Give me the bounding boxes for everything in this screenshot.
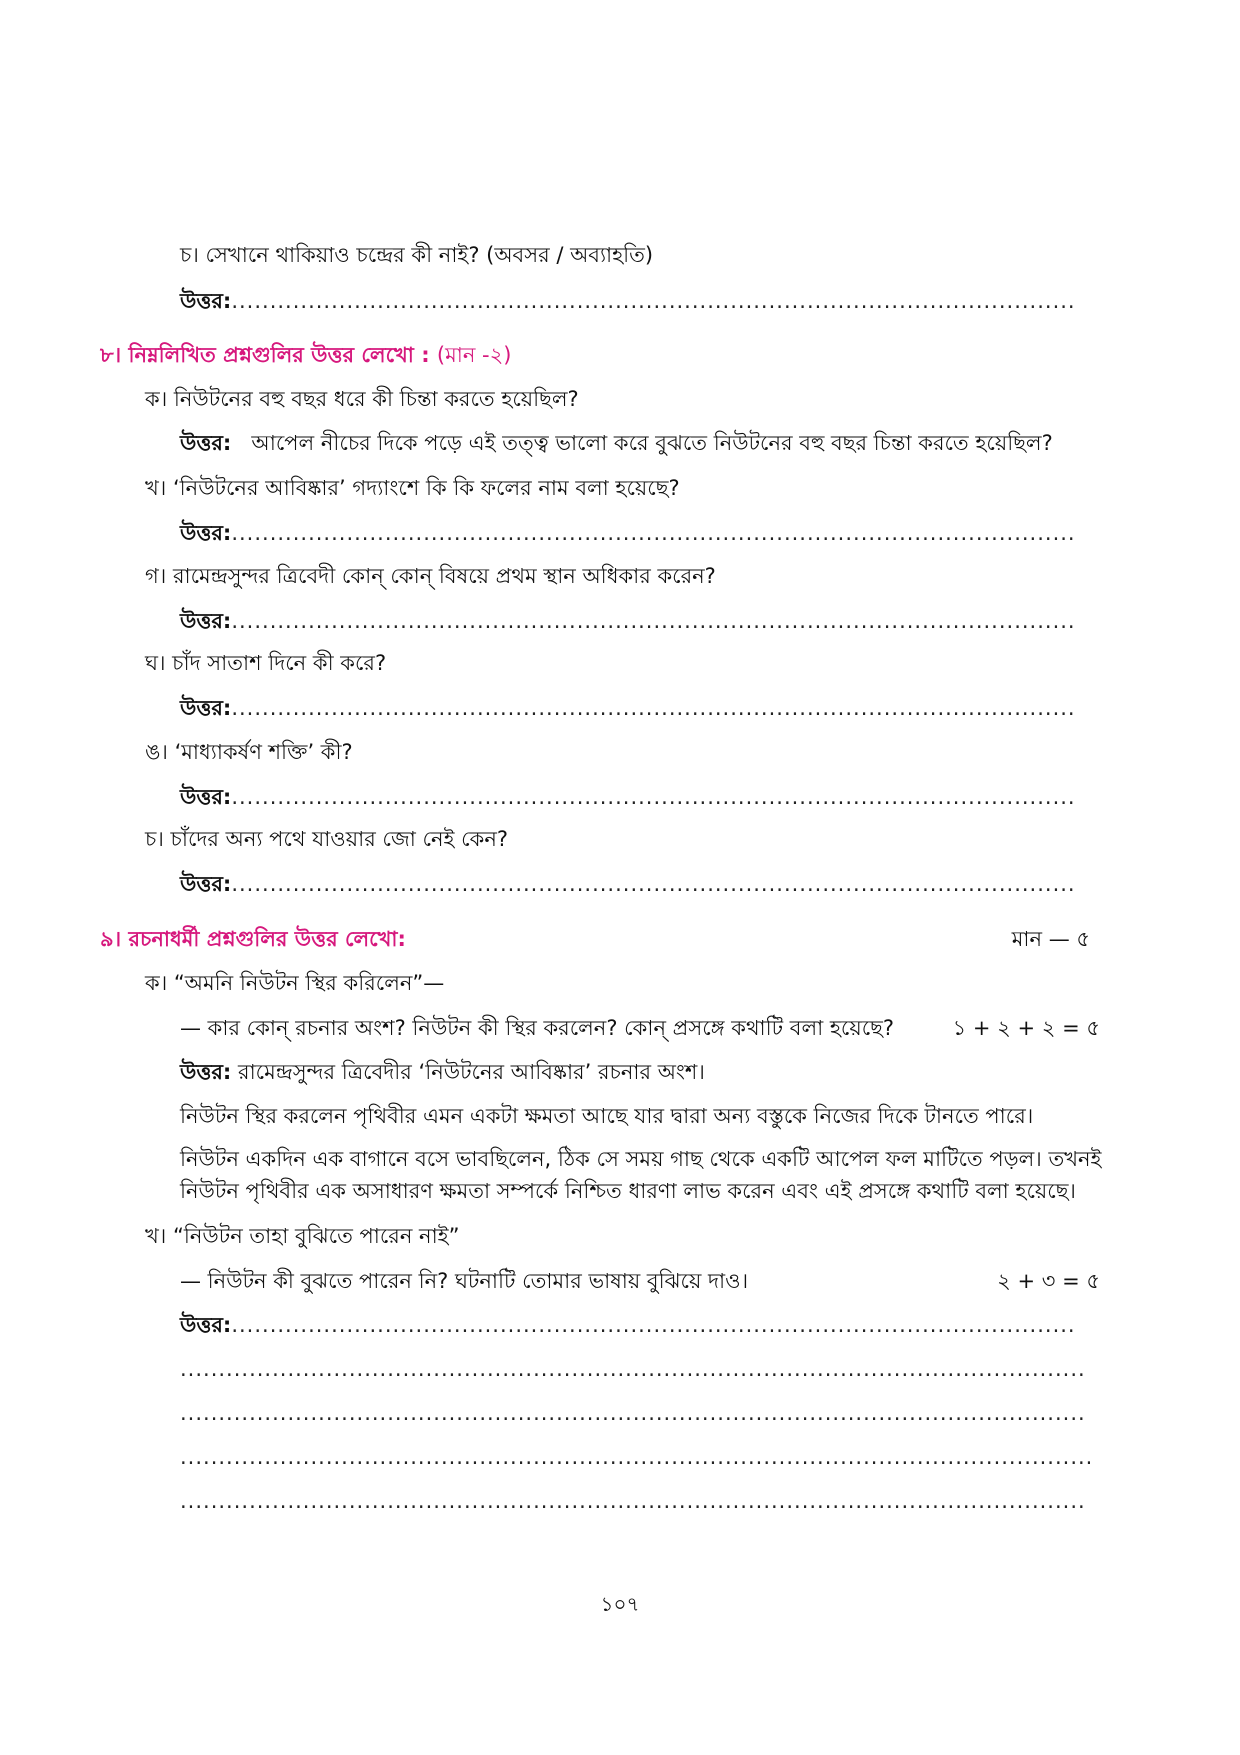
answer-line: উত্তর:..... (180, 606, 1076, 636)
q9-ka-answer-2: নিউটন স্থির করলেন পৃথিবীর এমন একটা ক্ষমতা আছে যার দ্বারা অন্য বস্তুকে নিজের দিকে টানতে পারে। (180, 1104, 1034, 1128)
answer-label: উত্তর: (180, 289, 232, 313)
q8-item-cha: চ। চাঁদের অন্য পথে যাওয়ার জো নেই কেন? (145, 827, 509, 851)
q7-item-cha: চ। সেখানে থাকিয়াও চন্দ্রের কী নাই? (অবসর / অব্যাহতি) (180, 243, 654, 267)
answer-dots[interactable] (231, 606, 1076, 636)
q8-item-kha: খ। ‘নিউটনের আবিষ্কার’ গদ্যাংশে কি কি ফলের নাম বলা হয়েছে? (145, 476, 680, 500)
q8-item-uma: ঙ। ‘মাধ্যাকর্ষণ শক্তি’ কী? (145, 740, 353, 764)
q9-item-ka: ক। “অমনি নিউটন স্থির করিলেন”— (145, 971, 445, 995)
q8-item-ka: ক। নিউটনের বহু বছর ধরে কী চিন্তা করতে হয়েছিল? (145, 387, 579, 411)
q8-item-ga: গ। রামেন্দ্রসুন্দর ত্রিবেদী কোন্ কোন্ বিষয়ে প্রথম স্থান অধিকার করেন? (145, 564, 716, 588)
answer-line (180, 286, 1076, 316)
answer-dots[interactable] (231, 1310, 1076, 1340)
q8-item-gha: ঘ। চাঁদ সাতাশ দিনে কী করে? (145, 651, 387, 675)
q9-ka-marks: ১ + ২ + ২ = ৫ (952, 1016, 1100, 1040)
answer-dots[interactable] (231, 286, 1076, 316)
q9-marks: মান — ৫ (1011, 927, 1090, 951)
q9-ka-answer-3a: নিউটন একদিন এক বাগানে বসে ভাবছিলেন, ঠিক সে সময় গাছ থেকে একটি আপেল ফল মাটিতে পড়ল। তখনই (180, 1147, 1102, 1171)
q9-kha-question: — নিউটন কী বুঝতে পারেন নি? ঘটনাটি তোমার ভাষায় বুঝিয়ে দাও। (180, 1269, 749, 1293)
answer-blank-line[interactable] (180, 1398, 1085, 1428)
q9-kha-marks: ২ + ৩ = ৫ (997, 1269, 1100, 1293)
answer-line: উত্তর:..... (180, 693, 1076, 723)
answer-blank-line[interactable] (180, 1442, 1090, 1472)
answer-line: উত্তর:..... (180, 1310, 1076, 1340)
q9-ka-question: — কার কোন্ রচনার অংশ? নিউটন কী স্থির করলেন? কোন্ প্রসঙ্গে কথাটি বলা হয়েছে? (180, 1016, 895, 1040)
answer-blank-line[interactable] (180, 1486, 1085, 1516)
q9-ka-answer-1: উত্তর: রামেন্দ্রসুন্দর ত্রিবেদীর ‘নিউটনের আবিষ্কার’ রচনার অংশ। (180, 1060, 705, 1084)
q9-item-kha: খ। “নিউটন তাহা বুঝিতে পারেন নাই” (145, 1224, 460, 1248)
page-number: ১০৭ (600, 1592, 640, 1616)
answer-dots[interactable] (231, 869, 1076, 899)
answer-line: উত্তর:..... (180, 518, 1076, 548)
q8-ka-answer: উত্তর: আপেল নীচের দিকে পড়ে এই তত্ত্ব ভালো করে বুঝতে নিউটনের বহু বছর চিন্তা করতে হয়েছিল? (180, 431, 1053, 455)
answer-blank-line[interactable] (180, 1354, 1085, 1384)
q8-heading: ৮। নিম্নলিখিত প্রশ্নগুলির উত্তর লেখো : (মান -২) (100, 343, 512, 367)
answer-dots[interactable] (231, 693, 1076, 723)
answer-dots[interactable] (231, 782, 1076, 812)
q9-heading: ৯। রচনাধর্মী প্রশ্নগুলির উত্তর লেখো: (100, 927, 406, 951)
q9-ka-answer-3b: নিউটন পৃথিবীর এক অসাধারণ ক্ষমতা সম্পর্কে নিশ্চিত ধারণা লাভ করেন এবং এই প্রসঙ্গে কথাটি বলা হয়েছে। (180, 1179, 1076, 1203)
answer-line: উত্তর:..... (180, 782, 1076, 812)
answer-dots[interactable] (231, 518, 1076, 548)
answer-line: উত্তর:..... (180, 869, 1076, 899)
